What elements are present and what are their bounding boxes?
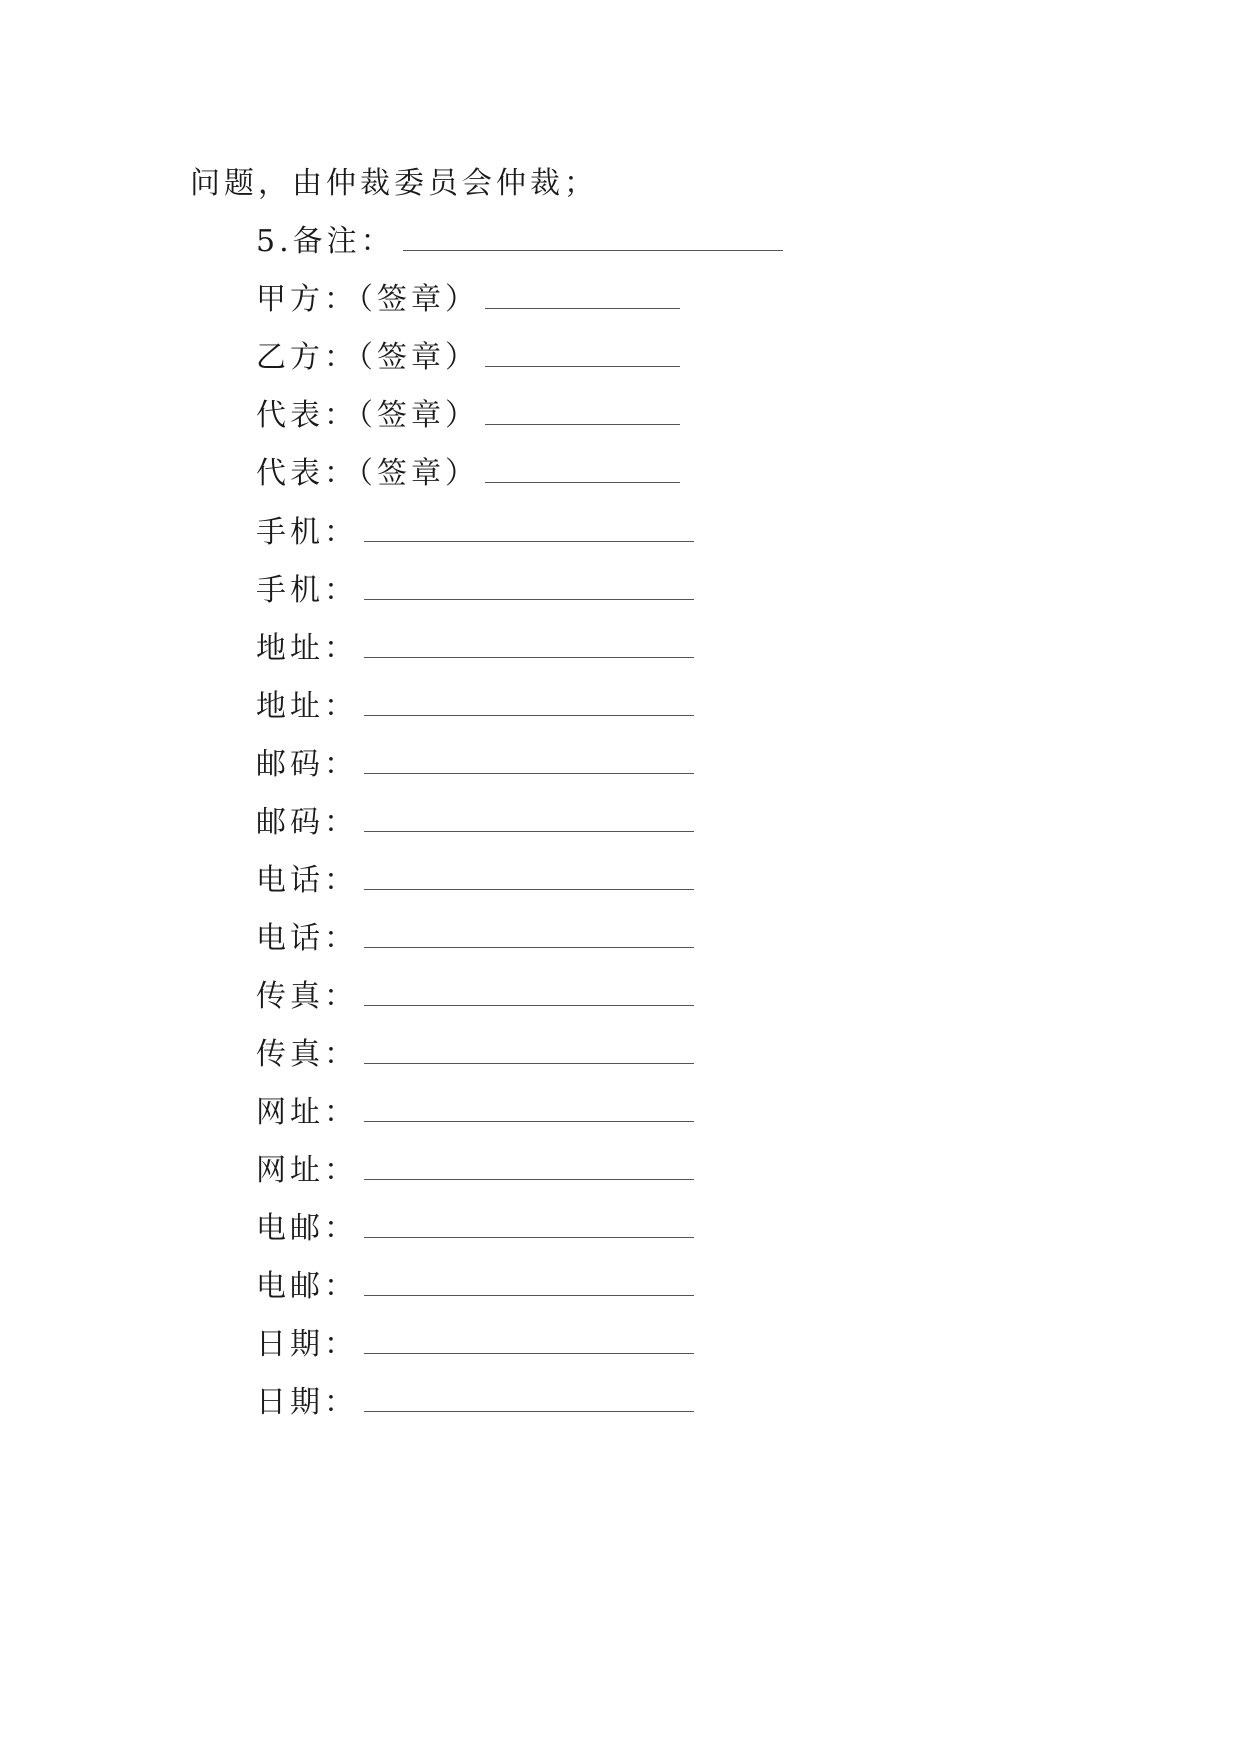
field-label: 传真： — [256, 1037, 358, 1072]
field-blank — [364, 1333, 694, 1354]
field-blank — [364, 869, 694, 890]
field-label: 地址： — [256, 631, 358, 666]
field-blank — [364, 811, 694, 832]
signature-line — [256, 396, 680, 436]
signature-line — [256, 280, 680, 320]
field-line — [256, 1093, 694, 1133]
field-blank — [364, 637, 694, 658]
signature-label: 代表：（签章） — [256, 398, 479, 433]
field-label: 手机： — [256, 573, 358, 608]
field-blank — [364, 1159, 694, 1180]
remark-line — [256, 222, 783, 262]
field-blank — [364, 985, 694, 1006]
field-line — [256, 1325, 694, 1365]
field-line — [256, 745, 694, 785]
field-blank — [364, 1275, 694, 1296]
field-label: 手机： — [256, 515, 358, 550]
field-blank — [364, 1101, 694, 1122]
field-line — [256, 1151, 694, 1191]
field-line — [256, 1209, 694, 1249]
signature-line — [256, 338, 680, 378]
field-blank — [364, 1217, 694, 1238]
field-blank — [364, 1391, 694, 1412]
field-label: 电话： — [256, 921, 358, 956]
field-line — [256, 1267, 694, 1307]
signature-line — [256, 454, 680, 494]
field-blank — [364, 521, 694, 542]
field-label: 传真： — [256, 979, 358, 1014]
field-blank — [364, 695, 694, 716]
signature-blank — [485, 346, 680, 367]
field-label: 网址： — [256, 1095, 358, 1130]
field-label: 邮码： — [256, 805, 358, 840]
continuation-text-content: 问题，由仲裁委员会仲裁； — [190, 166, 598, 201]
remark-label: 5.备注： — [256, 224, 395, 259]
field-line — [256, 629, 694, 669]
remark-blank — [403, 230, 783, 251]
field-blank — [364, 927, 694, 948]
field-line — [256, 803, 694, 843]
field-blank — [364, 753, 694, 774]
field-line — [256, 1035, 694, 1075]
field-label: 网址： — [256, 1153, 358, 1188]
signature-blank — [485, 404, 680, 425]
field-line — [256, 919, 694, 959]
field-blank — [364, 579, 694, 600]
field-label: 电话： — [256, 863, 358, 898]
continuation-text — [190, 164, 598, 204]
field-label: 日期： — [256, 1327, 358, 1362]
field-label: 电邮： — [256, 1269, 358, 1304]
signature-label: 代表：（签章） — [256, 456, 479, 491]
signature-label: 乙方：（签章） — [256, 340, 479, 375]
field-blank — [364, 1043, 694, 1064]
field-line — [256, 861, 694, 901]
signature-blank — [485, 462, 680, 483]
field-label: 电邮： — [256, 1211, 358, 1246]
field-line — [256, 687, 694, 727]
field-label: 邮码： — [256, 747, 358, 782]
field-line — [256, 571, 694, 611]
field-label: 地址： — [256, 689, 358, 724]
field-line — [256, 977, 694, 1017]
field-line — [256, 1383, 694, 1423]
field-line — [256, 513, 694, 553]
signature-blank — [485, 288, 680, 309]
signature-label: 甲方：（签章） — [256, 282, 479, 317]
field-label: 日期： — [256, 1385, 358, 1420]
